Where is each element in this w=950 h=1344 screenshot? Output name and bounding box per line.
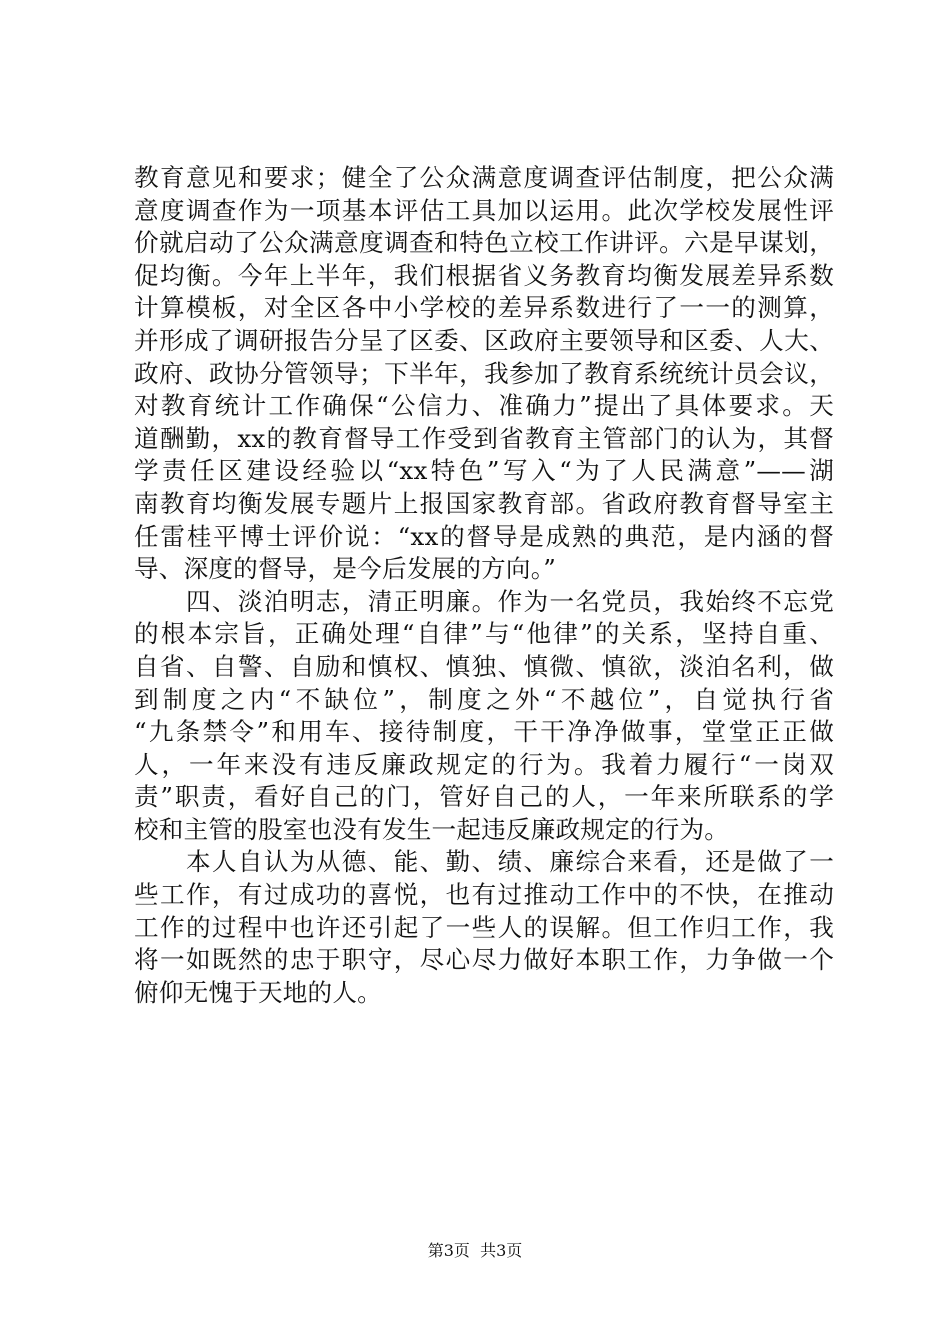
page-number: 第3页 共3页 — [427, 1241, 523, 1260]
text-line: 校和主管的股室也没有发生一起违反廉政规定的行为。 — [134, 814, 730, 844]
text-line: 本人自认为从德、能、勤、绩、廉综合来看，还是做了一 — [134, 847, 834, 877]
text-line: 责”职责，看好自己的门，管好自己的人，一年来所联系的学 — [134, 782, 834, 812]
text-line: 并形成了调研报告分呈了区委、区政府主要领导和区委、人大、 — [134, 325, 834, 355]
text-line: 计算模板，对全区各中小学校的差异系数进行了一一的测算， — [134, 293, 834, 323]
text-line: 自省、自警、自励和慎权、慎独、慎微、慎欲，淡泊名利，做 — [134, 651, 834, 681]
text-line: “九条禁令”和用车、接待制度，干干净净做事，堂堂正正做 — [134, 717, 834, 747]
text-line: 的根本宗旨，正确处理“自律”与“他律”的关系，坚持自重、 — [134, 619, 834, 649]
text-line: 南教育均衡发展专题片上报国家教育部。省政府教育督导室主 — [134, 488, 834, 518]
text-line: 意度调查作为一项基本评估工具加以运用。此次学校发展性评 — [134, 195, 834, 225]
text-line: 任雷桂平博士评价说：“xx的督导是成熟的典范，是内涵的督 — [134, 521, 834, 551]
text-line: 教育意见和要求；健全了公众满意度调查评估制度，把公众满 — [134, 163, 834, 192]
text-line: 促均衡。今年上半年，我们根据省义务教育均衡发展差异系数 — [134, 260, 834, 290]
text-line: 些工作，有过成功的喜悦，也有过推动工作中的不快，在推动 — [134, 880, 834, 910]
text-line: 价就启动了公众满意度调查和特色立校工作讲评。六是早谋划， — [134, 228, 834, 258]
text-line: 学责任区建设经验以“xx特色”写入“为了人民满意”——湖 — [134, 456, 834, 486]
text-line: 俯仰无愧于天地的人。 — [134, 977, 382, 1007]
text-line: 工作的过程中也许还引起了一些人的误解。但工作归工作，我 — [134, 912, 834, 942]
text-line: 到制度之内“不缺位”，制度之外“不越位”，自觉执行省 — [134, 684, 834, 714]
text-line: 导、深度的督导，是今后发展的方向。” — [134, 554, 556, 584]
text-line: 道酬勤，xx的教育督导工作受到省教育主管部门的认为，其督 — [134, 423, 834, 453]
text-line: 对教育统计工作确保“公信力、准确力”提出了具体要求。天 — [134, 391, 834, 421]
text-line: 将一如既然的忠于职守，尽心尽力做好本职工作，力争做一个 — [134, 945, 834, 975]
document-body — [134, 162, 834, 1009]
page-footer — [0, 1240, 950, 1262]
text-line: 四、淡泊明志，清正明廉。作为一名党员，我始终不忘党 — [134, 586, 834, 616]
text-line: 人，一年来没有违反廉政规定的行为。我着力履行“一岗双 — [134, 749, 834, 779]
text-line: 政府、政协分管领导；下半年，我参加了教育系统统计员会议， — [134, 358, 834, 388]
